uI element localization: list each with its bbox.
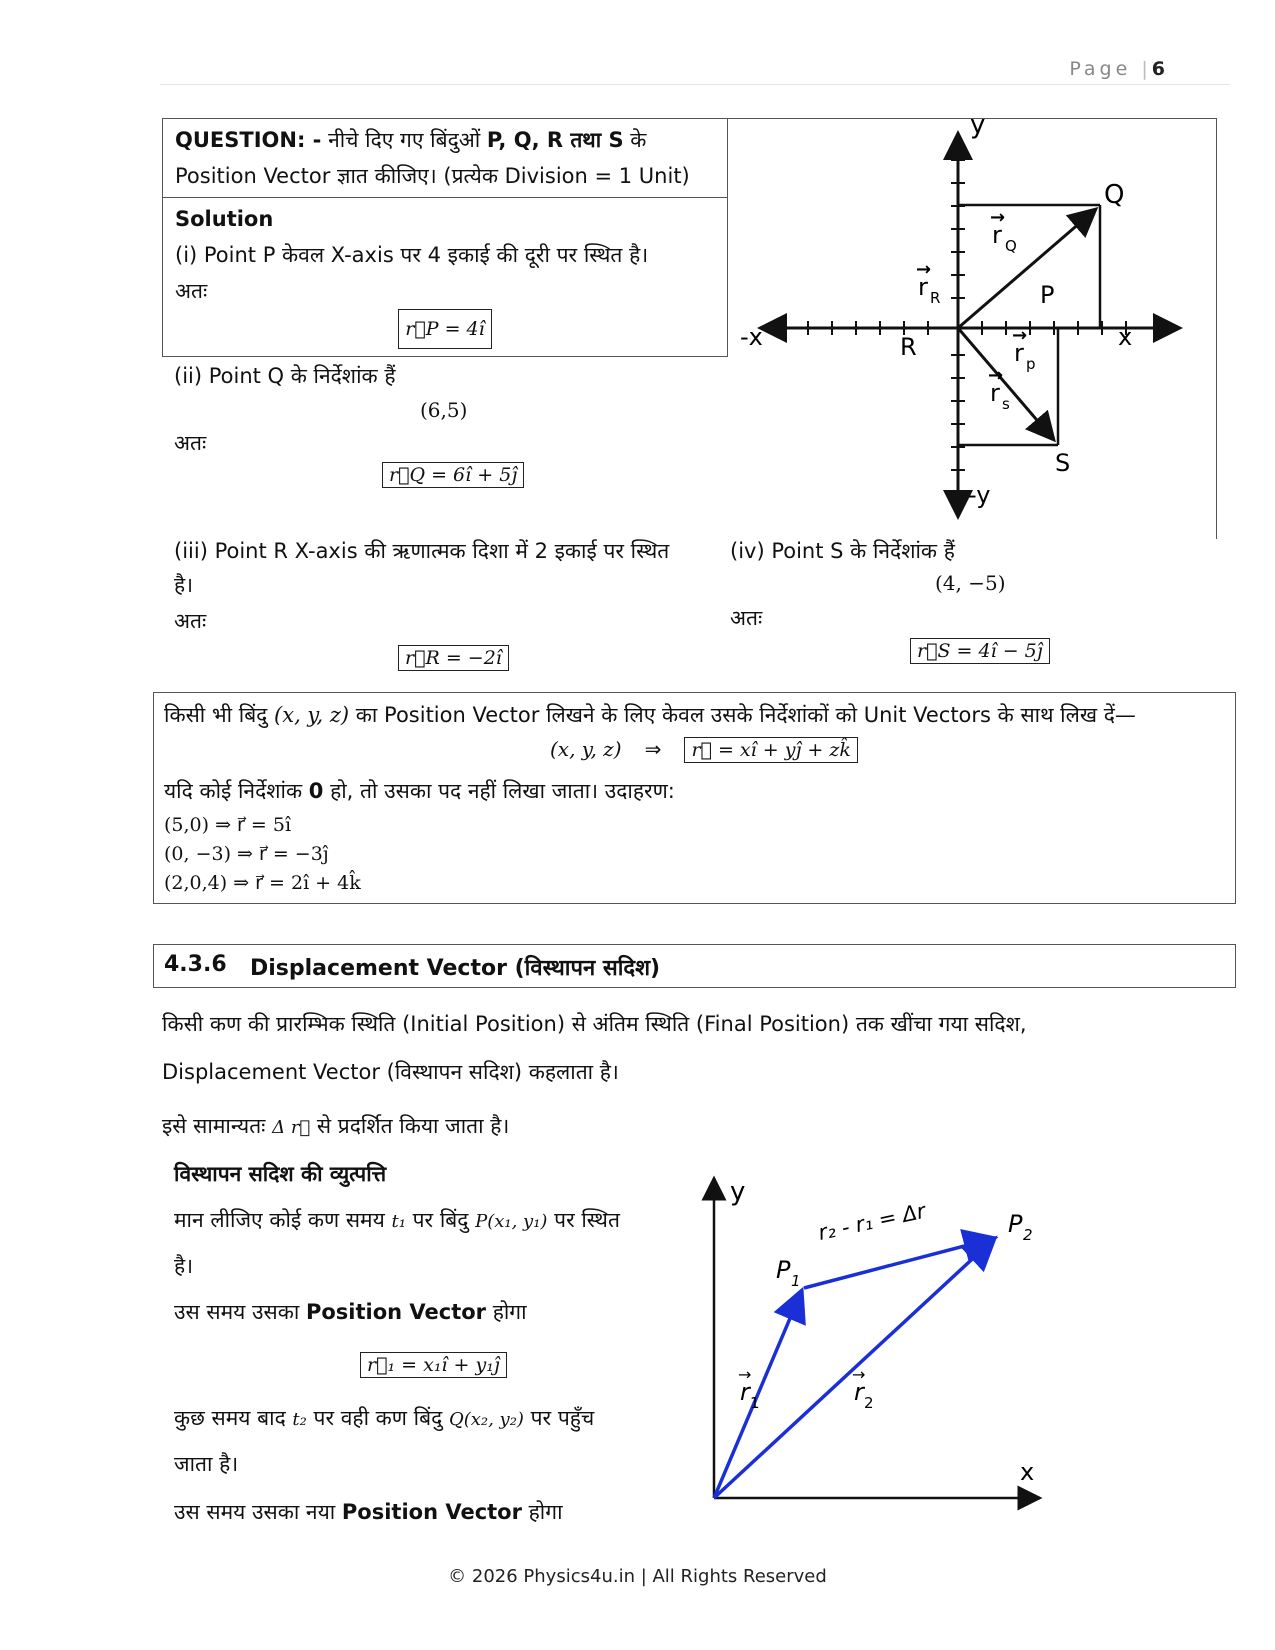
solution-r-text2: है। xyxy=(174,573,194,597)
deriv-l3-bold: Position Vector xyxy=(305,1300,487,1324)
svg-text:→: → xyxy=(988,365,1004,386)
fig1-label-rq-sub: Q xyxy=(1005,237,1017,255)
deriv-l6-bold: Position Vector xyxy=(341,1500,522,1524)
fig2-label-r1: r xyxy=(740,1378,750,1406)
fig2-label-r2: r xyxy=(854,1378,864,1406)
solution-q-atah: अतः xyxy=(174,431,207,455)
solution-p-text: (i) Point P केवल X-axis पर 4 इकाई की दूरी पर स्थित है। xyxy=(175,243,649,267)
info-map-left: (x, y, z) xyxy=(550,737,622,761)
solution-heading: Solution xyxy=(175,207,274,231)
page-label: Page xyxy=(1069,58,1132,80)
info-example-3: (2,0,4) ⇒ r⃗ = 2î + 4k̂ xyxy=(164,872,361,894)
info-line1-xyz: (x, y, z) xyxy=(274,703,350,727)
solution-cell xyxy=(163,197,727,356)
fig2-label-p1-sub: 1 xyxy=(791,1272,801,1290)
fig2-label-y: y xyxy=(730,1177,746,1207)
fig2-label-x: x xyxy=(1020,1458,1035,1486)
deriv-l2: है। xyxy=(174,1254,194,1278)
fig1-label-rs-sub: s xyxy=(1002,395,1010,413)
question-cell xyxy=(163,119,727,197)
info-map-formula: r⃗ = xî + yĵ + zk̂ xyxy=(684,737,857,763)
info-zero-a: यदि कोई निर्देशांक xyxy=(164,779,303,803)
question-text-a: नीचे दिए गए बिंदुओं xyxy=(328,128,481,152)
svg-text:→: → xyxy=(738,1365,752,1384)
fig1-label-q: Q xyxy=(1104,180,1125,210)
deriv-l1-p: P(x₁, y₁) xyxy=(475,1211,548,1232)
definition-line2: Displacement Vector (विस्थापन सदिश) कहलाता है। xyxy=(162,1060,619,1084)
deriv-l3-a: उस समय उसका xyxy=(174,1300,300,1324)
fig2-label-p2: P xyxy=(1008,1210,1023,1238)
page-header: Page |6 xyxy=(1069,58,1165,80)
fig2-label-diff: r₂ - r₁ = Δr xyxy=(816,1198,928,1245)
deriv-l1-b: पर बिंदु xyxy=(412,1208,469,1232)
definition-line1: किसी कण की प्रारम्भिक स्थिति (Initial Position) से अंतिम स्थिति (Final Position) तक खींचा गया सदिश, xyxy=(162,1012,1027,1036)
svg-text:→: → xyxy=(916,259,932,280)
svg-text:→: → xyxy=(990,207,1006,228)
svg-text:→: → xyxy=(1012,325,1028,346)
fig1-label-rr: r xyxy=(918,273,928,301)
fig1-label-neg-x: -x xyxy=(740,323,763,351)
deriv-l4-c: पर पहुँच xyxy=(530,1406,595,1430)
deriv-l1-c: पर स्थित xyxy=(554,1208,620,1232)
notation-b: से प्रदर्शित किया जाता है। xyxy=(316,1114,510,1138)
svg-text:→: → xyxy=(852,1365,866,1384)
fig1-label-rp-sub: p xyxy=(1026,355,1036,373)
question-box xyxy=(162,118,728,357)
info-example-2: (0, −3) ⇒ r⃗ = −3ĵ xyxy=(164,843,329,865)
question-line2: Position Vector ज्ञात कीजिए। (प्रत्येक Division = 1 Unit) xyxy=(175,164,690,188)
solution-s-coords: (4, −5) xyxy=(935,571,1006,595)
deriv-l4-a: कुछ समय बाद xyxy=(174,1406,286,1430)
section-heading-box xyxy=(153,944,1236,988)
formula-rp: r⃗P = 4î xyxy=(398,309,491,349)
figure1-diagram xyxy=(740,115,1200,535)
info-line1-a: किसी भी बिंदु xyxy=(164,703,268,727)
solution-q-coords: (6,5) xyxy=(420,398,468,422)
solution-s-text: (iv) Point S के निर्देशांक हैं xyxy=(730,539,955,563)
fig1-label-x: x xyxy=(1118,323,1133,351)
section-number: 4.3.6 xyxy=(164,952,227,977)
fig1-label-neg-y: -y xyxy=(968,481,991,509)
fig2-label-p2-sub: 2 xyxy=(1023,1226,1033,1244)
fig1-label-y: y xyxy=(970,115,986,140)
deriv-l4-b: पर वही कण बिंदु xyxy=(313,1406,443,1430)
fig2-label-r2-sub: 2 xyxy=(864,1394,874,1412)
fig2-label-p1: P xyxy=(776,1256,791,1284)
page-number: 6 xyxy=(1151,58,1165,80)
footer-copyright: © 2026 Physics4u.in | All Rights Reserved xyxy=(448,1566,827,1587)
vector-rs xyxy=(958,328,1054,440)
fig1-label-rq: r xyxy=(992,221,1002,249)
fig1-label-p: P xyxy=(1040,281,1055,309)
solution-q-text: (ii) Point Q के निर्देशांक हैं xyxy=(174,364,396,388)
deriv-l3-b: होगा xyxy=(492,1300,527,1324)
deriv-l1-a: मान लीजिए कोई कण समय xyxy=(174,1208,385,1232)
deriv-l1-t: t₁ xyxy=(391,1211,406,1232)
header-divider xyxy=(160,84,1230,85)
info-zero-b: हो, तो उसका पद नहीं लिखा जाता। उदाहरण: xyxy=(330,779,675,803)
info-example-1: (5,0) ⇒ r⃗ = 5î xyxy=(164,814,292,836)
fig1-label-rp: r xyxy=(1014,339,1024,367)
formula-rs: r⃗S = 4î − 5ĵ xyxy=(910,638,1050,664)
deriv-l4-q: Q(x₂, y₂) xyxy=(448,1409,524,1430)
info-zero-bold: 0 xyxy=(308,779,324,803)
fig2-label-r1-sub: 1 xyxy=(750,1394,760,1412)
solution-p-atah: अतः xyxy=(175,279,208,303)
derivation-heading: विस्थापन सदिश की व्युत्पत्ति xyxy=(174,1162,387,1186)
vector-rq xyxy=(958,209,1096,328)
section-title: Displacement Vector (विस्थापन सदिश) xyxy=(250,956,661,981)
formula-r1: r⃗₁ = x₁î + y₁ĵ xyxy=(360,1352,507,1378)
deriv-l6-a: उस समय उसका नया xyxy=(174,1500,336,1524)
formula-rq: r⃗Q = 6î + 5ĵ xyxy=(382,462,524,488)
info-line1-b: का Position Vector लिखने के लिए केवल उसके निर्देशांकों को Unit Vectors के साथ लिख दें— xyxy=(355,703,1136,727)
question-points: P, Q, R तथा S xyxy=(486,128,624,152)
formula-rr: r⃗R = −2î xyxy=(398,645,509,671)
fig1-label-rs: r xyxy=(990,379,1000,407)
info-map-arrow: ⇒ xyxy=(644,737,662,761)
position-vector-info-box xyxy=(153,692,1236,904)
notation-a: इसे सामान्यतः xyxy=(162,1114,266,1138)
figure2-diagram xyxy=(690,1168,1050,1518)
question-text-b: के xyxy=(630,128,647,152)
solution-r-text1: (iii) Point R X-axis की ऋणात्मक दिशा में 2 इकाई पर स्थित xyxy=(174,539,670,563)
fig1-label-s: S xyxy=(1055,449,1071,477)
fig1-label-rr-sub: R xyxy=(930,289,941,307)
notation-symbol: Δ r⃗ xyxy=(272,1117,311,1138)
deriv-l5: जाता है। xyxy=(174,1452,239,1476)
solution-s-atah: अतः xyxy=(730,606,763,630)
question-label: QUESTION: - xyxy=(175,128,322,152)
solution-r-atah: अतः xyxy=(174,609,207,633)
deriv-l4-t: t₂ xyxy=(292,1409,307,1430)
fig1-label-r: R xyxy=(900,333,917,361)
deriv-l6-b: होगा xyxy=(528,1500,563,1524)
